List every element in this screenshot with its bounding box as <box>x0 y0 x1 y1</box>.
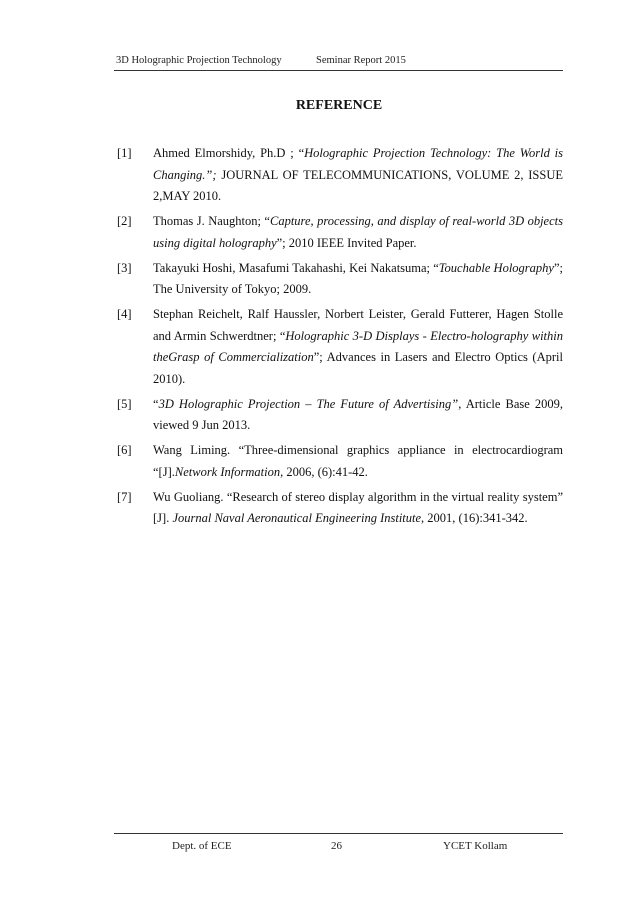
reference-text-segment: , 2001, (16):341-342. <box>421 511 528 525</box>
page-number: 26 <box>331 840 342 852</box>
reference-text <box>153 487 563 530</box>
reference-number: [7] <box>117 489 132 504</box>
reference-title-italic: Network Information, <box>174 464 284 479</box>
reference-text <box>153 258 563 301</box>
header-report-label: Seminar Report 2015 <box>316 55 406 66</box>
reference-text-segment: 2006, (6):41-42. <box>283 464 368 479</box>
reference-text <box>153 211 563 254</box>
reference-text-segment: ”; 2010 IEEE Invited Paper. <box>276 235 417 250</box>
reference-text <box>153 394 563 437</box>
reference-title-italic: Capture, processing, and display of real-world 3D objects using digital holography <box>153 214 563 250</box>
reference-text-segment: Wang Liming. “Three-dimensional graphics appliance in electrocardiogram “[J]. <box>153 443 563 479</box>
reference-item <box>117 258 563 301</box>
reference-item <box>117 143 563 208</box>
reference-number: [1] <box>117 146 132 160</box>
reference-title-italic: Holographic Projection Technology: The World is Changing.”; <box>153 146 563 182</box>
reference-text-segment: Stephan Reichelt, Ralf Haussler, Norbert Leister, Gerald Futterer, Hagen Stolle and Armin Schwerdtner; “ <box>153 307 563 343</box>
reference-text <box>153 143 563 208</box>
reference-text-segment: Takayuki Hoshi, Masafumi Takahashi, Kei Nakatsuma; “ <box>153 260 439 275</box>
header-divider <box>114 70 563 71</box>
page-title: REFERENCE <box>295 98 383 113</box>
footer-department: Dept. of ECE <box>172 840 232 852</box>
reference-text-segment: Ahmed Elmorshidy, Ph.D ; “ <box>153 146 305 160</box>
footer-divider <box>114 833 563 834</box>
reference-text <box>153 440 563 483</box>
footer-institution: YCET Kollam <box>443 840 508 852</box>
reference-title-italic: Touchable Holography <box>438 260 554 275</box>
reference-item <box>117 304 563 390</box>
reference-title-italic: 3D Holographic Projection – The Future of Advertising” <box>158 396 459 411</box>
reference-text-segment: ”; The University of Tokyo; 2009. <box>153 260 563 296</box>
reference-text <box>153 304 563 390</box>
header-document-title: 3D Holographic Projection Technology <box>116 55 282 66</box>
reference-text-segment: JOURNAL OF TELECOMMUNICATIONS, VOLUME 2, ISSUE 2,MAY 2010. <box>153 167 563 203</box>
reference-text-segment: Thomas J. Naughton; “ <box>153 214 270 228</box>
reference-title-italic: Journal Naval Aeronautical Engineering Institute <box>172 511 422 525</box>
reference-number: [5] <box>117 396 132 411</box>
reference-number: [4] <box>117 307 132 321</box>
reference-item <box>117 487 563 530</box>
reference-list <box>117 143 563 533</box>
reference-text-segment: , Article Base 2009, viewed 9 Jun 2013. <box>153 396 563 432</box>
reference-item <box>117 211 563 254</box>
reference-item <box>117 440 563 483</box>
reference-text-segment: ”; Advances in Lasers and Electro Optics (April 2010). <box>153 350 563 386</box>
reference-title-italic: Holographic 3-D Displays - Electro-holography within theGrasp of Commercialization <box>153 328 564 364</box>
reference-text-segment: “ <box>153 396 159 411</box>
reference-item <box>117 394 563 437</box>
reference-number: [2] <box>117 214 132 228</box>
reference-number: [6] <box>117 443 132 457</box>
reference-text-segment: Wu Guoliang. “Research of stereo display algorithm in the virtual reality system” [J]. <box>153 489 563 525</box>
reference-number: [3] <box>117 260 132 275</box>
